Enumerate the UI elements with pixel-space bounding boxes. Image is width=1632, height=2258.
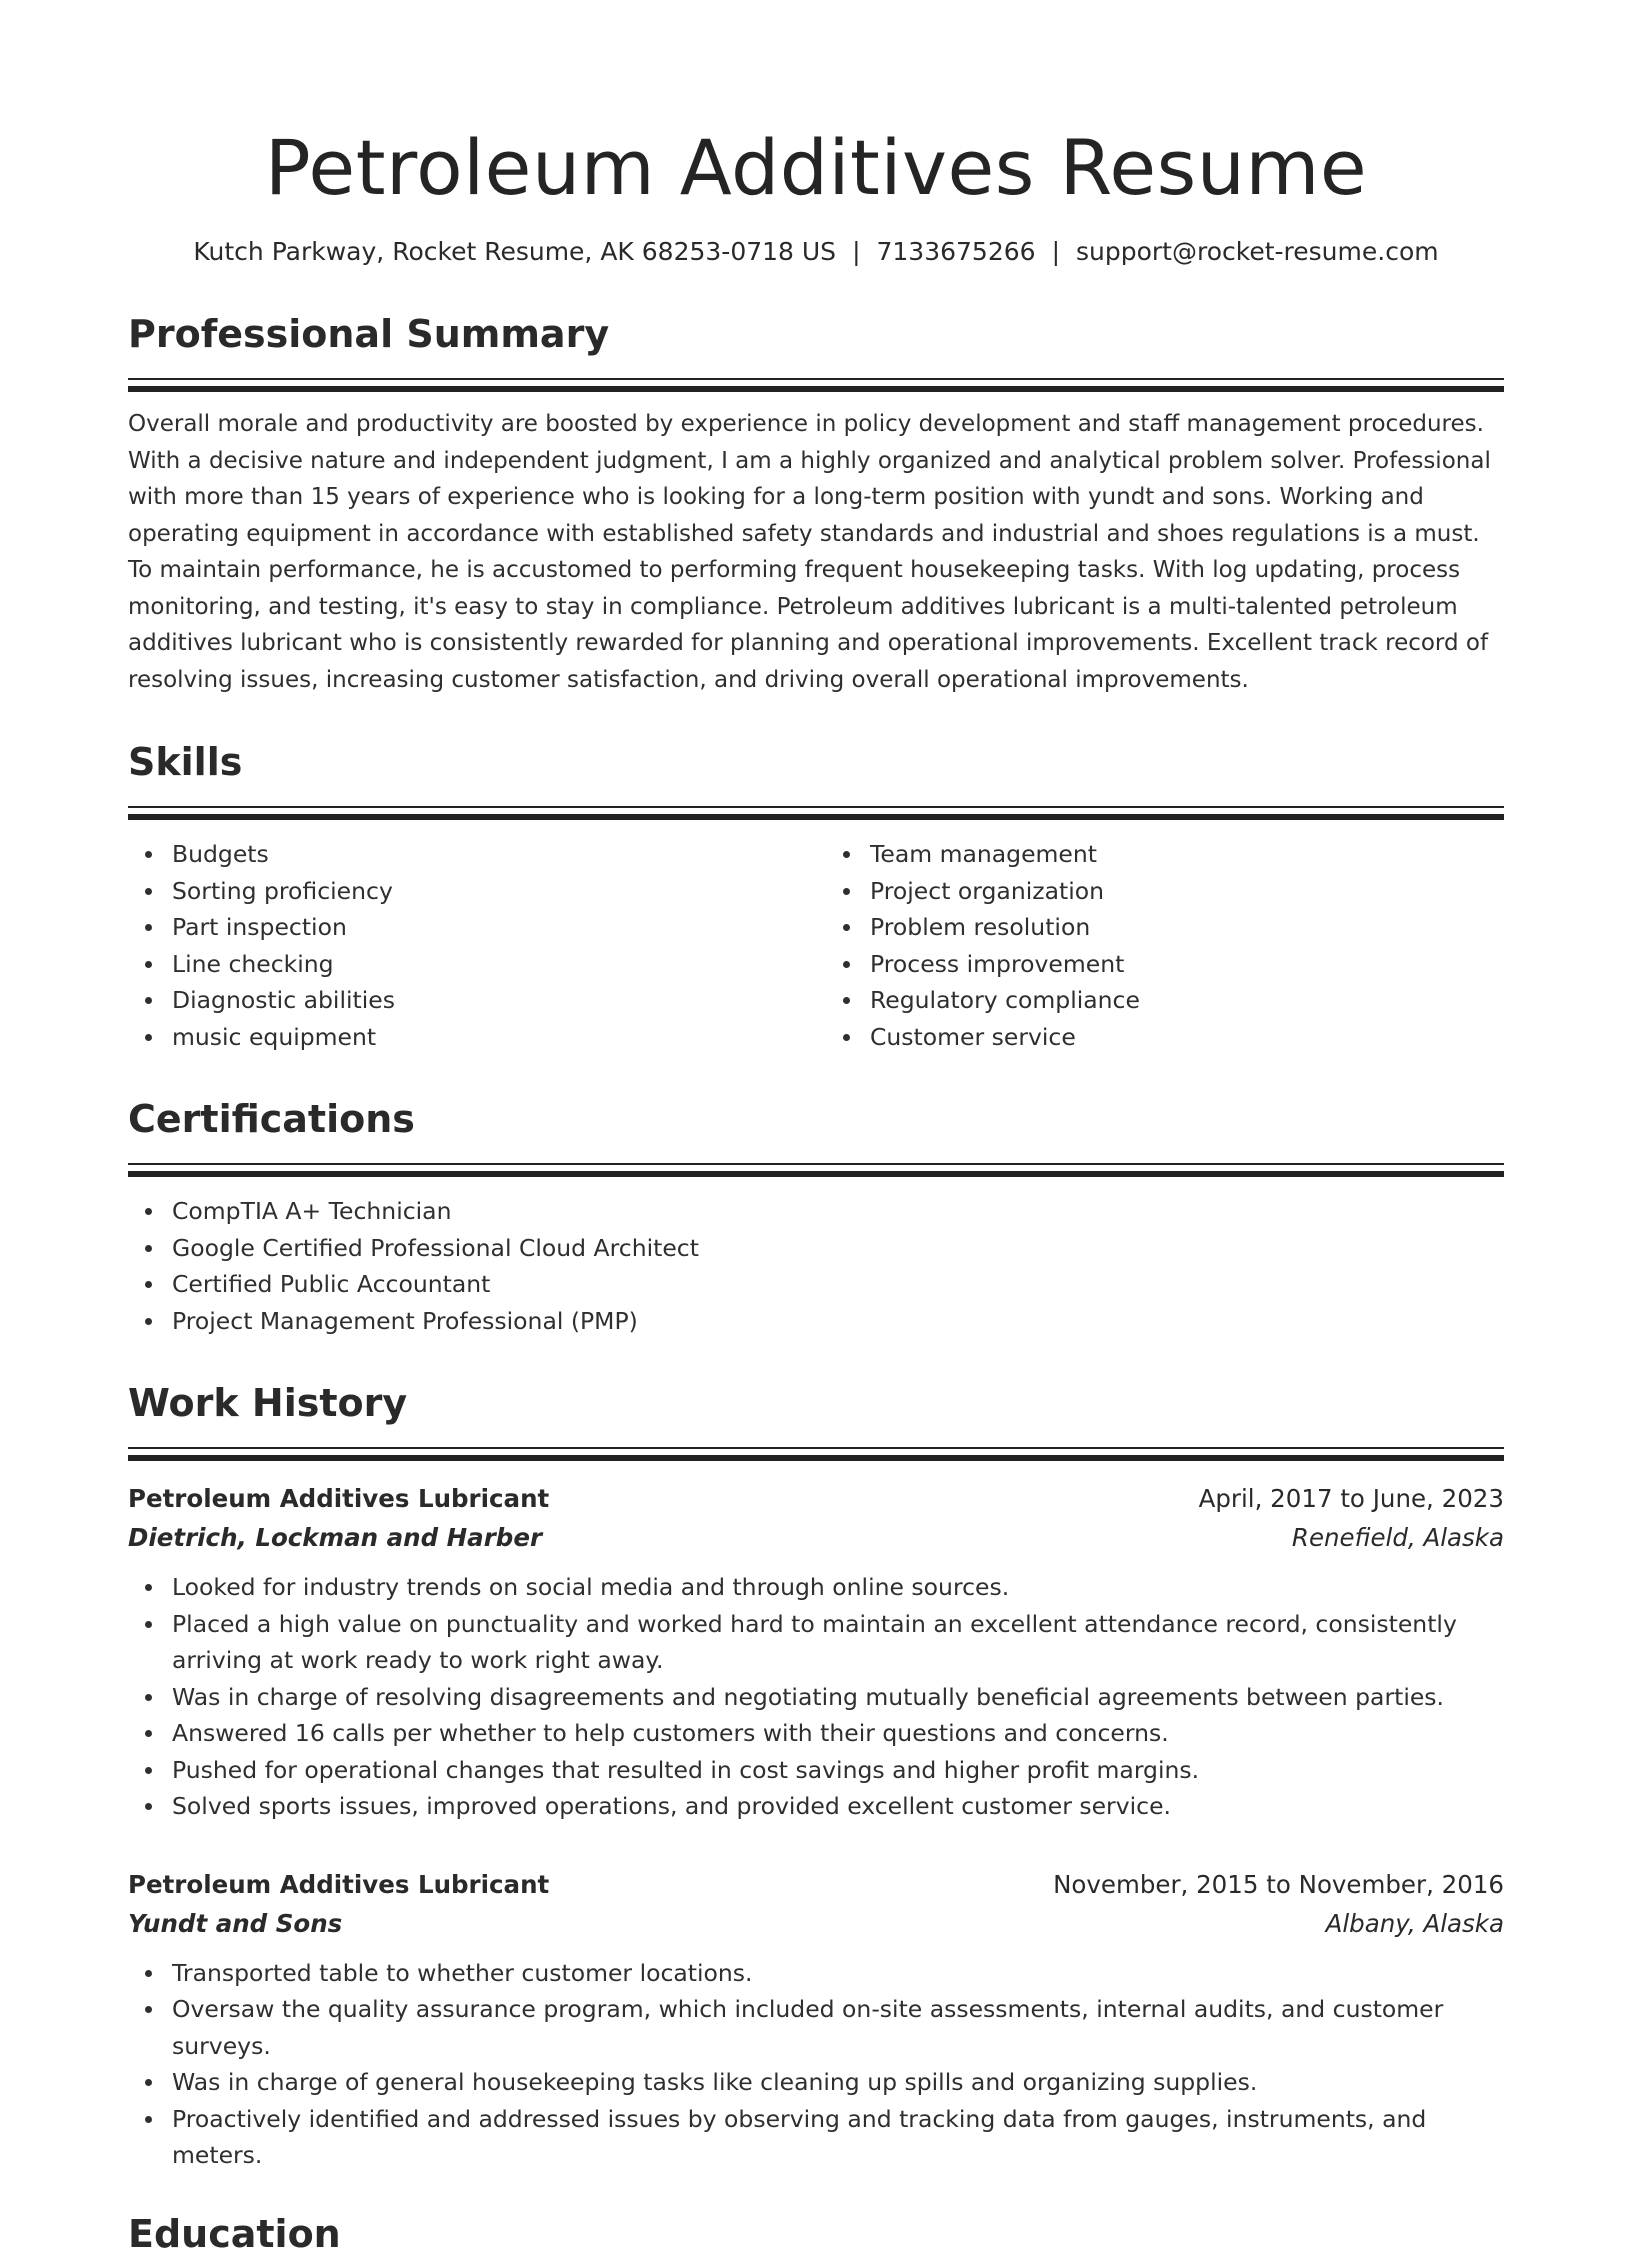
skills-list-right (816, 836, 1504, 1055)
job-duties-list (128, 1955, 1504, 2174)
job-entry (128, 1479, 1504, 1825)
contact-email: support@rocket-resume.com (1076, 237, 1439, 266)
summary-heading: Professional Summary (128, 312, 610, 356)
certification-item: CompTIA A+ Technician (128, 1193, 1504, 1230)
job-duty-item: Solved sports issues, improved operations, and provided excellent customer service. (128, 1788, 1504, 1825)
certifications-section (128, 1095, 1504, 1339)
summary-text: Overall morale and productivity are boosted by experience in policy development and staff management procedures. With a decisive nature and independent judgment, I am a highly organized and analytical problem solver. Professional with more than 15 years of experience who is looking for a long-term position with yundt and sons. Working and operating equipment in accordance with established safety standards and industrial and shoes regulations is a must. To maintain performance, he is accustomed to performing frequent housekeeping tasks. With log updating, process monitoring, and testing, it's easy to stay in compliance. Petroleum additives lubricant is a multi-talented petroleum additives lubricant who is consistently rewarded for planning and operational improvements. Excellent track record of resolving issues, increasing customer satisfaction, and driving overall operational improvements. (128, 411, 1491, 693)
job-dates: November, 2015 to November, 2016 (1053, 1869, 1504, 1899)
job-duty-item: Answered 16 calls per whether to help customers with their questions and concerns. (128, 1715, 1504, 1752)
job-duty-item: Transported table to whether customer locations. (128, 1955, 1504, 1992)
skill-item: Regulatory compliance (826, 982, 1504, 1019)
contact-address: Kutch Parkway, Rocket Resume, AK 68253-0718 US (193, 237, 837, 266)
certification-item: Google Certified Professional Cloud Architect (128, 1230, 1504, 1267)
job-company: Yundt and Sons (128, 1908, 343, 1938)
job-duty-item: Proactively identified and addressed issues by observing and tracking data from gauges, instruments, and meters. (128, 2101, 1504, 2174)
job-duty-item: Was in charge of resolving disagreements and negotiating mutually beneficial agreements between parties. (128, 1679, 1504, 1716)
work-history-heading: Work History (128, 1381, 408, 1425)
page-title: Petroleum Additives Resume (264, 123, 1368, 212)
resume-page (0, 120, 1632, 2256)
certification-item: Certified Public Accountant (128, 1266, 1504, 1303)
skill-item: Sorting proficiency (128, 873, 816, 910)
skills-heading: Skills (128, 740, 243, 784)
skills-grid (128, 836, 1504, 1055)
skills-list-left (128, 836, 816, 1055)
skill-item: Team management (826, 836, 1504, 873)
section-divider (128, 378, 1504, 392)
skill-item: Problem resolution (826, 909, 1504, 946)
section-divider (128, 1447, 1504, 1461)
job-location: Albany, Alaska (1325, 1908, 1504, 1938)
contact-phone: 7133675266 (876, 237, 1036, 266)
job-duties-list (128, 1569, 1504, 1825)
education-heading: Education (128, 2211, 341, 2256)
job-header-row (128, 1865, 1504, 1904)
skill-item: Line checking (128, 946, 816, 983)
certification-item: Project Management Professional (PMP) (128, 1303, 1504, 1340)
job-dates: April, 2017 to June, 2023 (1198, 1484, 1504, 1513)
job-duty-item: Was in charge of general housekeeping tasks like cleaning up spills and organizing supplies. (128, 2064, 1504, 2101)
certifications-list (128, 1193, 1504, 1339)
skill-item: Part inspection (128, 909, 816, 946)
job-title: Petroleum Additives Lubricant (128, 1484, 550, 1513)
skill-item: Budgets (128, 836, 816, 873)
job-header-row (128, 1479, 1504, 1518)
contact-line (128, 234, 1504, 270)
job-duty-item: Placed a high value on punctuality and worked hard to maintain an excellent attendance record, consistently arriving at work ready to work right away. (128, 1606, 1504, 1679)
job-duty-item: Pushed for operational changes that resulted in cost savings and higher profit margins. (128, 1752, 1504, 1789)
job-location: Renefield, Alaska (1291, 1523, 1504, 1552)
skill-item: music equipment (128, 1019, 816, 1056)
job-subheader-row (128, 1518, 1504, 1557)
skill-item: Project organization (826, 873, 1504, 910)
job-duty-item: Looked for industry trends on social media and through online sources. (128, 1569, 1504, 1606)
job-subheader-row (128, 1904, 1504, 1943)
section-divider (128, 806, 1504, 820)
skill-item: Diagnostic abilities (128, 982, 816, 1019)
job-duty-item: Oversaw the quality assurance program, which included on-site assessments, internal audits, and customer surveys. (128, 1991, 1504, 2064)
skill-item: Process improvement (826, 946, 1504, 983)
job-company: Dietrich, Lockman and Harber (128, 1523, 543, 1552)
job-title: Petroleum Additives Lubricant (128, 1869, 550, 1899)
work-history-section (128, 1379, 1504, 2174)
section-divider (128, 1163, 1504, 1177)
job-entry (128, 1865, 1504, 2174)
summary-section (128, 310, 1504, 698)
skills-section (128, 738, 1504, 1055)
skill-item: Customer service (826, 1019, 1504, 1056)
certifications-heading: Certifications (128, 1097, 415, 1141)
education-section (128, 2210, 1504, 2258)
contact-separator: | (852, 237, 861, 266)
contact-separator: | (1051, 237, 1060, 266)
